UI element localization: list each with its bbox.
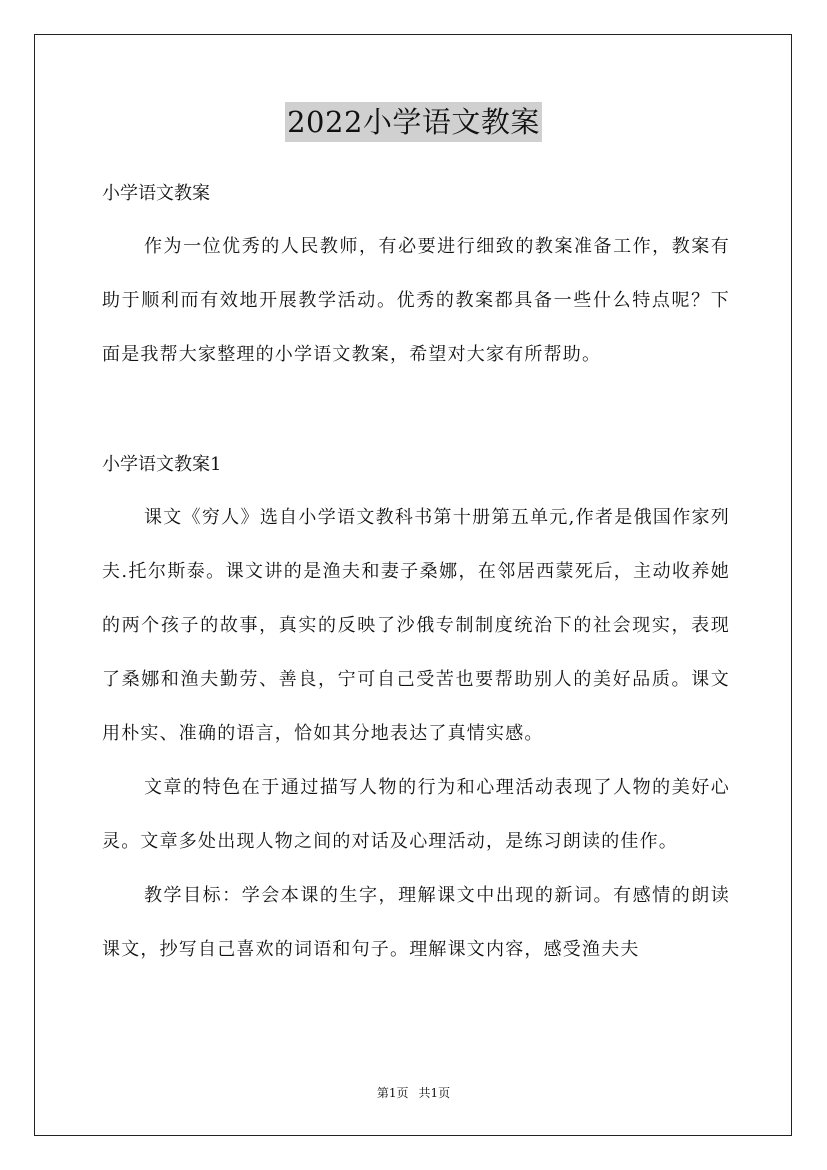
section-heading: 小学语文教案 [102,183,210,204]
subheading-lesson-1: 小学语文教案1 [102,454,222,475]
document-title: 2022小学语文教案 [285,102,542,142]
page-footer [0,1084,827,1102]
intro-paragraph: 作为一位优秀的人民教师，有必要进行细致的教案准备工作，教案有助于顺利而有效地开展教学活动。优秀的教案都具备一些什么特点呢？下面是我帮大家整理的小学语文教案，希望对大家有所帮助。 [102,236,730,365]
document-title-container [0,102,827,142]
page-total: 共1页 [418,1086,451,1100]
intro-section [102,220,730,382]
body-paragraph: 课文《穷人》选自小学语文教科书第十册第五单元,作者是俄国作家列夫.托尔斯泰。课文讲的是渔夫和妻子桑娜，在邻居西蒙死后，主动收养她的两个孩子的故事，真实的反映了沙俄专制制度统治下的社会现实，表现了桑娜和渔夫勤劳、善良，宁可自己受苦也要帮助别人的美好品质。课文用朴实、准确的语言，恰如其分地表达了真情实感。 [102,507,730,744]
page-number: 第1页 [376,1086,409,1100]
body-paragraph: 教学目标：学会本课的生字，理解课文中出现的新词。有感情的朗读课文，抄写自己喜欢的词语和句子。理解课文内容，感受渔夫夫 [102,885,730,960]
lesson-1-section [102,491,730,977]
body-paragraph: 文章的特色在于通过描写人物的行为和心理活动表现了人物的美好心灵。文章多处出现人物之间的对话及心理活动，是练习朗读的佳作。 [102,777,730,852]
